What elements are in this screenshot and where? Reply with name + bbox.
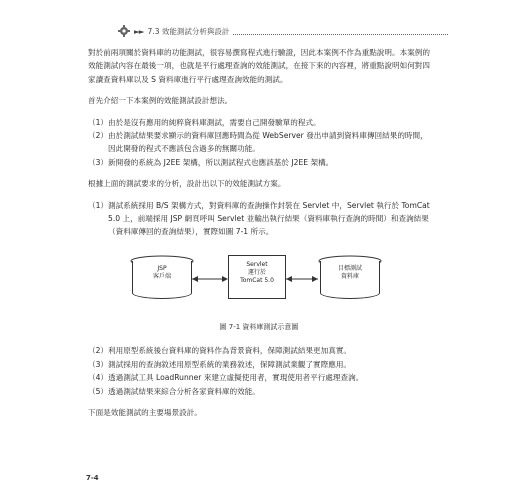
list-item xyxy=(88,199,430,239)
list-item-text: 透過測試結果來綜合分析各家資料庫的效能。 xyxy=(108,386,260,396)
target-db-node xyxy=(320,261,380,299)
list-item-text: 新開發的系統為 J2EE 架構，所以測試程式也應該基於 J2EE 架構。 xyxy=(108,157,334,167)
list-item xyxy=(88,156,430,169)
list-item xyxy=(88,344,430,357)
node-label: 目標測試 xyxy=(337,264,362,272)
intro-paragraph: 對於前兩項關於資料庫的功能測試，很容易撰寫程式進行驗證，因此本案例不作為重點說明。本案例的效能測試內容在最後一項，也就是平行處理查詢的效能測試，在接下來的內容裡，將重點說明如何對四家讀查資料庫以及 S 資料庫進行平行處理查詢效能的測試。 xyxy=(88,48,430,84)
list-item-number: （2） xyxy=(88,131,109,141)
list-item-text: 由於測試結果要求顯示的資料庫回應時間為從 WebServer 發出申請到資料庫傳回結果的時間，因此開發的程式不應該包含過多的無關功能。 xyxy=(108,131,428,154)
db-test-diagram xyxy=(88,241,430,319)
list-item-text: 由於是沒有應用的純粹資料庫測試，需要自己開發驗單的程式。 xyxy=(108,117,321,127)
analysis-paragraph: 根據上面的測試要求的分析，設計出以下的效能測試方案。 xyxy=(88,179,286,189)
jsp-client-node xyxy=(132,261,192,299)
closing-paragraph: 下面是效能測試的主要場景設計。 xyxy=(88,407,202,417)
list-item-number: （5） xyxy=(88,386,109,396)
figure-caption: 圖 7-1 資料庫測試示意圖 xyxy=(219,322,299,331)
list-item-number: （4） xyxy=(88,373,109,383)
header-arrows: ►► xyxy=(134,26,144,36)
plan-list xyxy=(88,199,430,398)
list-item xyxy=(88,358,430,371)
node-label: TomCat 5.0 xyxy=(240,276,274,284)
list-item-text: 測試採用的查詢敘述用原型系統的業務敘述，保障測試業觀了實際應用。 xyxy=(108,359,352,369)
list-item-number: （1） xyxy=(88,117,109,127)
list-item-text: 透過測試工具 LoadRunner 來建立虛擬使用者，實現使用者平行處理查詢。 xyxy=(108,373,364,383)
list-item xyxy=(88,371,430,384)
page-number: 7-4 xyxy=(86,474,99,482)
arrow-head-icon xyxy=(312,276,318,282)
arrow-head-icon xyxy=(286,276,292,282)
list-item xyxy=(88,116,430,129)
list-item-number: （3） xyxy=(88,359,109,369)
page-body xyxy=(88,46,430,427)
list-item xyxy=(88,385,430,398)
gear-icon xyxy=(118,25,130,37)
node-label: 運行於 xyxy=(247,268,266,276)
list-item-number: （2） xyxy=(88,346,109,356)
node-label: Servlet xyxy=(246,260,268,268)
node-label: 客戶端 xyxy=(152,272,171,280)
node-label: 資料庫 xyxy=(340,272,359,280)
list-item-number: （3） xyxy=(88,157,109,167)
node-label: JSP xyxy=(157,264,167,272)
running-header xyxy=(118,24,448,38)
list-item-text: 測試系統採用 B/S 架構方式，對資料庫的查詢操作封裝在 Servlet 中，Servlet 執行於 TomCat 5.0 上，前端採用 JSP 網頁呼叫 Servlet 並輸出執行結果（資料庫執行查詢的時間）和查詢結果（資料庫傳回的查詢結果），實際如圖 7-1 所示。 xyxy=(108,200,430,237)
arrow-head-icon xyxy=(192,276,198,282)
list-item-text: 利用原型系統後台資料庫的資料作為背景資料，保障測試結果更加真實。 xyxy=(108,346,352,356)
servlet-server-node xyxy=(228,255,286,299)
requirements-list xyxy=(88,116,430,170)
first-intro-paragraph: 首先介紹一下本案例的效能測試設計想法。 xyxy=(88,96,233,106)
header-dotted-rule xyxy=(233,28,448,35)
list-item xyxy=(88,129,430,156)
list-item-number: （1） xyxy=(88,200,109,210)
section-title: 7.3 效能測試分析與設計 xyxy=(147,26,230,36)
